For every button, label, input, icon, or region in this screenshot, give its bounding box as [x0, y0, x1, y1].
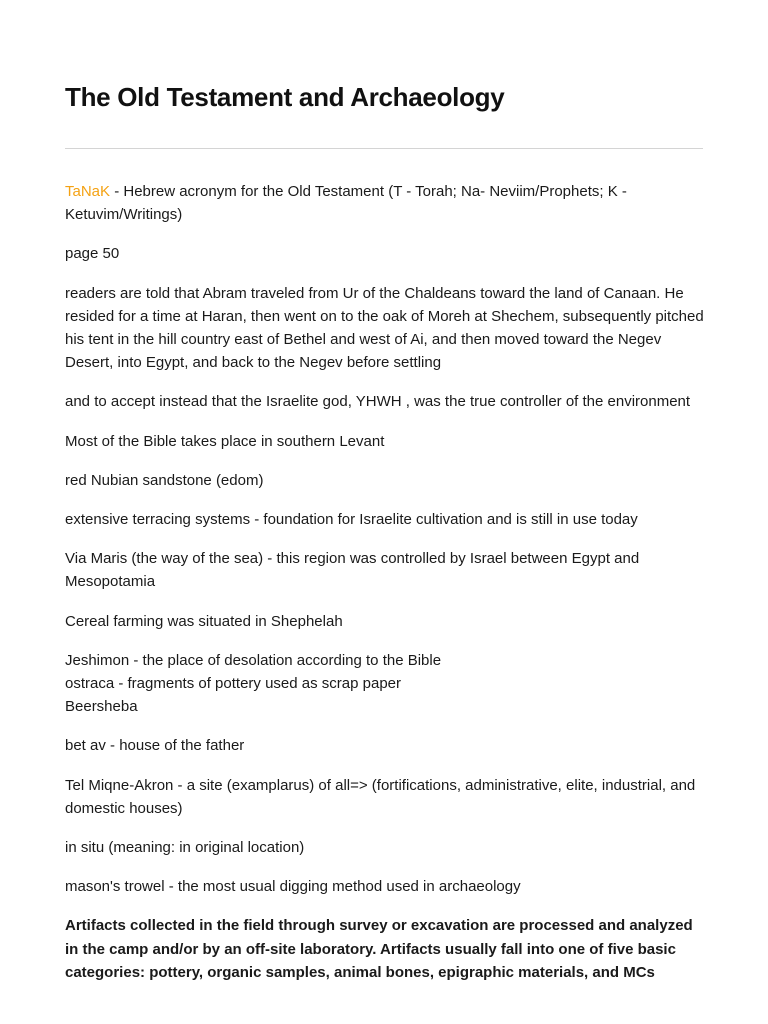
paragraph-jeshimon	[65, 649, 705, 719]
paragraph-tel-miqne: Tel Miqne-Akron - a site (examplarus) of all=> (fortifications, administrative, elite, industrial, and domestic houses)	[65, 776, 696, 817]
paragraph-page-ref: page 50	[65, 245, 120, 263]
paragraph-tanak	[65, 180, 705, 226]
paragraph-bet-av: bet av - house of the father	[65, 737, 245, 755]
paragraph-in-situ: in situ (meaning: in original location)	[65, 839, 305, 857]
paragraph-terracing: extensive terracing systems - foundation for Israelite cultivation and is still in use today	[65, 511, 638, 529]
paragraph-via-maris: Via Maris (the way of the sea) - this region was controlled by Israel between Egypt and Mesopotamia	[65, 550, 640, 591]
text-line: Beersheba	[65, 698, 138, 716]
text-line: ostraca - fragments of pottery used as scrap paper	[65, 675, 401, 693]
paragraph-levant: Most of the Bible takes place in southern Levant	[65, 432, 385, 450]
highlighted-term: TaNaK	[65, 183, 111, 200]
paragraph-trowel: mason's trowel - the most usual digging method used in archaeology	[65, 878, 521, 896]
paragraph-artifacts: Artifacts collected in the field through survey or excavation are processed and analyzed in the camp and/or by an off-site laboratory. Artifacts usually fall into one of five basic categories: pottery, organic samples, animal bones, epigraphic materials, and MCs	[65, 917, 693, 981]
paragraph-cereal: Cereal farming was situated in Shephelah	[65, 612, 343, 630]
document-body	[65, 180, 705, 1000]
paragraph-text: - Hebrew acronym for the Old Testament (T - Torah; Na- Neviim/Prophets; K - Ketuvim/Writings)	[65, 183, 627, 224]
paragraph-yhwh: and to accept instead that the Israelite god, YHWH , was the true controller of the environment	[65, 393, 691, 411]
title-divider	[65, 148, 703, 149]
paragraph-sandstone: red Nubian sandstone (edom)	[65, 471, 264, 489]
page-title: The Old Testament and Archaeology	[65, 82, 505, 112]
text-line: Jeshimon - the place of desolation according to the Bible	[65, 651, 442, 669]
paragraph-abram: readers are told that Abram traveled from Ur of the Chaldeans toward the land of Canaan. He resided for a time at Haran, then went on to the oak of Moreh at Shechem, subsequently pitched his tent in the hill country east of Bethel and west of Ai, and then moved toward the Negev Desert, into Egypt, and back to the Negev before settling	[65, 284, 704, 372]
